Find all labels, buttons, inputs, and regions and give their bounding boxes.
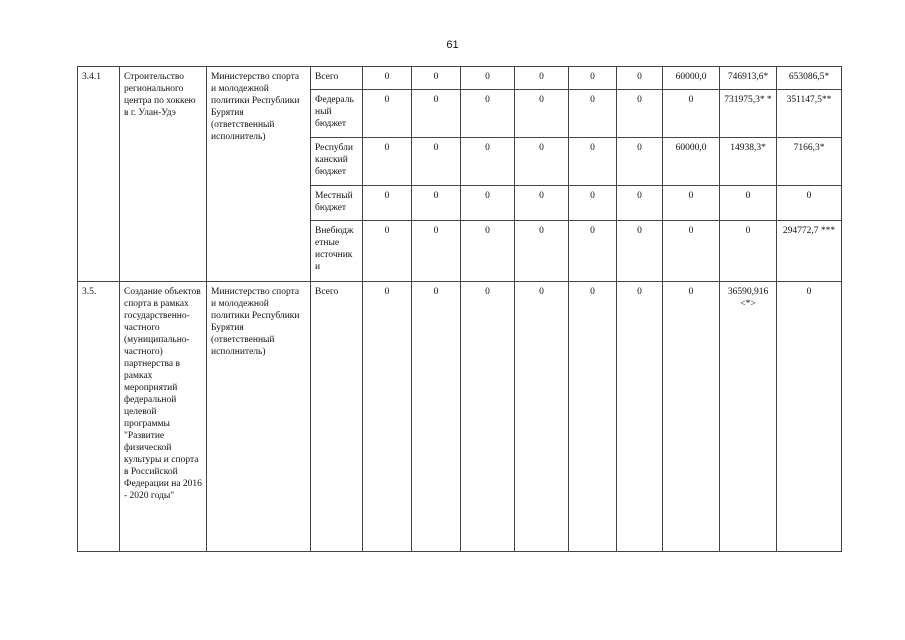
value-cell: 0 (515, 90, 569, 138)
value-cell: 0 (461, 90, 515, 138)
value-cell: 294772,7 *** (777, 221, 842, 282)
value-cell: 0 (663, 186, 720, 221)
value-cell: 14938,3* (720, 138, 777, 186)
value-cell: 0 (777, 186, 842, 221)
value-cell: 0 (461, 282, 515, 552)
value-cell: 0 (412, 67, 461, 90)
value-cell: 0 (515, 221, 569, 282)
value-cell: 0 (461, 138, 515, 186)
value-cell: 0 (515, 67, 569, 90)
value-cell: 0 (569, 221, 617, 282)
value-cell: 0 (363, 138, 412, 186)
value-cell: 351147,5** (777, 90, 842, 138)
row-executor: Министерство спорта и молодежной политики Республики Бурятия (ответственный исполнитель) (207, 282, 311, 552)
value-cell: 0 (617, 90, 663, 138)
value-cell: 0 (569, 282, 617, 552)
table-row (78, 67, 842, 90)
value-cell: 0 (412, 90, 461, 138)
value-cell: 7166,3* (777, 138, 842, 186)
value-cell: 0 (363, 186, 412, 221)
value-cell: 0 (617, 186, 663, 221)
value-cell: 0 (617, 221, 663, 282)
value-cell: 0 (663, 221, 720, 282)
source-label: Внебюдж етные источник и (311, 221, 363, 282)
value-cell: 0 (412, 138, 461, 186)
value-cell: 0 (617, 138, 663, 186)
value-cell: 0 (569, 186, 617, 221)
table-row (78, 282, 842, 552)
value-cell: 60000,0 (663, 67, 720, 90)
value-cell: 0 (412, 282, 461, 552)
page-number: 61 (446, 39, 459, 51)
row-name: Создание объектов спорта в рамках государственно- частного (муниципально- частного) партнерства в рамках мероприятий федеральной целевой программы "Развитие физической культуры и спорта в Российской Федерации на 2016 - 2020 годы" (120, 282, 207, 552)
row-executor: Министерство спорта и молодежной политики Республики Бурятия (ответственный исполнитель) (207, 67, 311, 282)
value-cell: 746913,6* (720, 67, 777, 90)
value-cell: 0 (363, 67, 412, 90)
value-cell: 0 (617, 282, 663, 552)
value-cell: 0 (515, 282, 569, 552)
value-cell: 0 (461, 221, 515, 282)
value-cell: 0 (461, 186, 515, 221)
value-cell: 60000,0 (663, 138, 720, 186)
value-cell: 0 (663, 90, 720, 138)
source-label: Всего (311, 282, 363, 552)
value-cell: 0 (720, 221, 777, 282)
row-code: 3.4.1 (78, 67, 120, 282)
value-cell: 0 (461, 67, 515, 90)
row-name: Строительство регионального центра по хоккею в г. Улан-Удэ (120, 67, 207, 282)
value-cell: 731975,3* * (720, 90, 777, 138)
value-cell: 0 (777, 282, 842, 552)
value-cell: 0 (569, 67, 617, 90)
value-cell: 0 (363, 221, 412, 282)
value-cell: 0 (569, 90, 617, 138)
value-cell: 0 (617, 67, 663, 90)
value-cell: 36590,916 <*> (720, 282, 777, 552)
value-cell: 0 (412, 186, 461, 221)
row-code: 3.5. (78, 282, 120, 552)
value-cell: 0 (515, 138, 569, 186)
source-label: Федераль ный бюджет (311, 90, 363, 138)
value-cell: 0 (363, 282, 412, 552)
source-label: Всего (311, 67, 363, 90)
value-cell: 653086,5* (777, 67, 842, 90)
value-cell: 0 (515, 186, 569, 221)
value-cell: 0 (720, 186, 777, 221)
budget-table (77, 66, 842, 552)
value-cell: 0 (569, 138, 617, 186)
source-label: Республи канский бюджет (311, 138, 363, 186)
value-cell: 0 (663, 282, 720, 552)
value-cell: 0 (412, 221, 461, 282)
source-label: Местный бюджет (311, 186, 363, 221)
value-cell: 0 (363, 90, 412, 138)
